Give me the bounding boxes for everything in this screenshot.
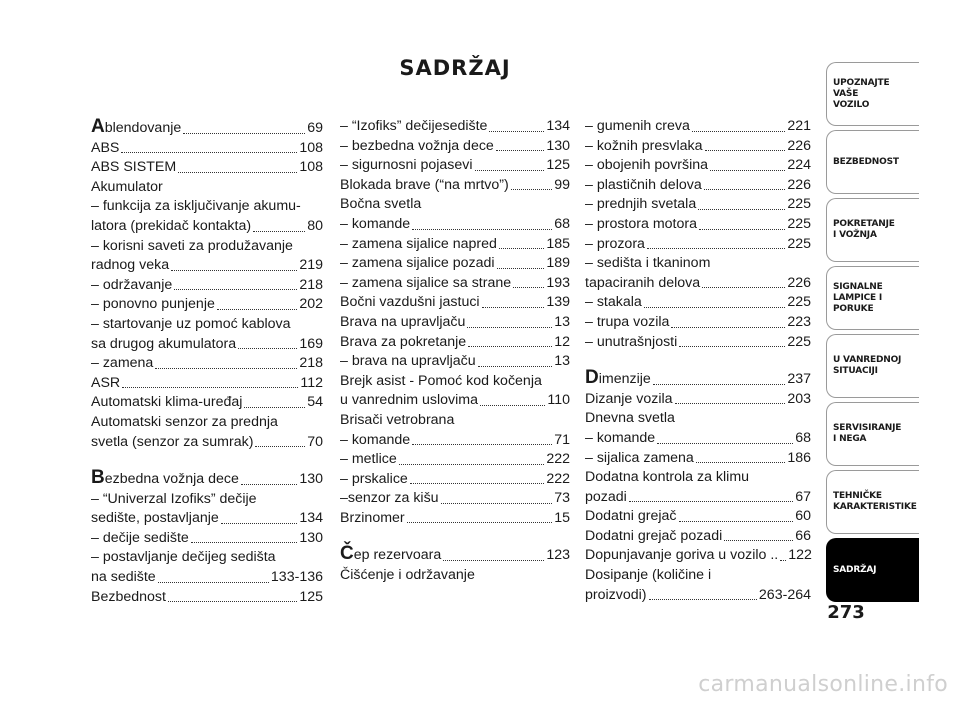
index-entry-text: Bezbedna vožnja dece — [91, 467, 239, 489]
dot-leader — [217, 309, 297, 310]
index-entry-text: Čišćenje i održavanje — [340, 567, 475, 584]
index-entry-line: – funkcija za isključivanje akumu- — [91, 198, 301, 215]
index-entry-page: 224 — [787, 157, 811, 174]
index-entry-page: 13 — [554, 353, 570, 370]
index-entry-text: ABS — [91, 139, 120, 156]
index-entry — [340, 431, 570, 451]
index-entry-text: Bočna svetla — [340, 196, 422, 213]
index-entry-page: 71 — [554, 431, 570, 448]
index-entry-line: – “Univerzal Izofiks” dečije — [91, 490, 257, 507]
index-entry-text: Dimenzije — [585, 367, 651, 389]
dot-leader — [255, 446, 305, 447]
index-entry — [91, 393, 323, 413]
dot-leader — [698, 209, 785, 210]
index-entry — [585, 368, 811, 390]
index-entry — [91, 276, 323, 296]
index-entry-text: – dečije sedište — [91, 529, 189, 546]
dot-leader — [158, 582, 269, 583]
index-entry — [91, 256, 323, 276]
index-entry-page: 225 — [787, 294, 811, 311]
index-entry-page: 218 — [299, 355, 323, 372]
watermark: carmanualsonline.info — [698, 672, 948, 697]
index-entry — [91, 588, 323, 608]
index-entry-text: – ponovno punjenje — [91, 296, 215, 313]
section-tab-label: U VANREDNOJ SITUACIJI — [833, 355, 902, 376]
page-title: SADRŽAJ — [399, 56, 511, 80]
dot-leader — [441, 503, 553, 504]
section-gap — [340, 528, 570, 544]
index-entry — [585, 546, 811, 566]
index-entry — [91, 468, 323, 490]
index-entry — [340, 137, 570, 157]
index-entry-line: – korisni saveti za produžavanje — [91, 237, 293, 254]
index-entry — [585, 235, 811, 255]
index-entry-page: 223 — [787, 313, 811, 330]
index-entry — [91, 295, 323, 315]
dot-leader — [183, 133, 305, 134]
dot-leader — [121, 152, 297, 153]
dot-leader — [412, 444, 552, 445]
index-entry-text: Dizanje vozila — [585, 390, 673, 407]
index-entry — [585, 390, 811, 410]
dot-leader — [513, 287, 544, 288]
section-tab-label: SADRŽAJ — [833, 564, 877, 575]
index-entry-page: 60 — [795, 508, 811, 525]
section-initial: D — [585, 367, 599, 389]
index-entry-page: 226 — [787, 176, 811, 193]
index-entry-text: svetla (senzor za sumrak) — [91, 433, 254, 450]
dot-leader — [191, 542, 298, 543]
index-entry-page: 122 — [788, 547, 812, 564]
index-column-3 — [585, 117, 811, 605]
index-entry-line: – postavljanje dečijeg sedišta — [91, 549, 276, 566]
section-tab[interactable] — [826, 266, 919, 330]
index-entry-text: – gumenih creva — [585, 118, 690, 134]
index-entry — [91, 354, 323, 374]
index-entry-page: 221 — [787, 118, 811, 134]
index-entry — [585, 274, 811, 294]
index-entry-line: Brejk asist - Pomoć kod kočenja — [340, 372, 542, 389]
section-gap — [585, 352, 811, 368]
section-gap — [91, 452, 323, 468]
index-entry-page: 130 — [299, 471, 323, 488]
dot-leader — [679, 521, 794, 522]
index-entry-text: Automatski klima-uređaj — [91, 394, 243, 411]
dot-leader — [710, 170, 785, 171]
index-entry — [585, 293, 811, 313]
index-entry-text: Dodatni grejač — [585, 508, 677, 525]
index-entry-page: 134 — [546, 118, 570, 134]
index-column-1 — [91, 117, 323, 607]
index-entry-page: 237 — [787, 371, 811, 388]
index-entry — [585, 409, 811, 429]
index-entry-text: sa drugog akumulatora — [91, 335, 237, 352]
dot-leader — [238, 348, 297, 349]
index-entry — [585, 488, 811, 508]
index-entry — [585, 333, 811, 353]
index-entry-page: 108 — [299, 139, 323, 156]
dot-leader — [178, 172, 297, 173]
index-entry — [91, 335, 323, 355]
section-initial: B — [91, 467, 105, 489]
index-entry-page: 108 — [299, 159, 323, 176]
section-tab[interactable] — [826, 198, 919, 262]
index-entry-page: 218 — [299, 276, 323, 293]
index-entry — [340, 215, 570, 235]
index-entry-page: 134 — [299, 510, 323, 527]
dot-leader — [412, 229, 552, 230]
section-tab[interactable] — [826, 130, 919, 194]
index-entry-text: Blokada brave (“na mrtvo”) — [340, 176, 509, 193]
dot-leader — [780, 560, 786, 561]
dot-leader — [702, 287, 785, 288]
index-entry — [585, 527, 811, 547]
index-entry-text: Dodatni grejač pozadi — [585, 527, 723, 544]
index-entry-page: 189 — [546, 255, 570, 272]
index-entry — [585, 117, 811, 137]
dot-leader — [696, 462, 786, 463]
index-entry-text: – komande — [340, 431, 411, 448]
dot-leader — [174, 289, 297, 290]
index-entry-page: 139 — [546, 294, 570, 311]
index-entry-text: Brisači vetrobrana — [340, 411, 455, 428]
index-entry — [585, 137, 811, 157]
dot-leader — [704, 189, 786, 190]
dot-leader — [171, 270, 297, 271]
dot-leader — [221, 523, 298, 524]
index-entry-text: – brava na upravljaču — [340, 353, 476, 370]
index-entry-page: 70 — [307, 433, 323, 450]
index-entry — [91, 433, 323, 453]
index-entry — [340, 391, 570, 411]
index-entry-page: 112 — [300, 374, 323, 391]
index-entry — [585, 429, 811, 449]
index-entry — [91, 217, 323, 237]
index-entry-page: 130 — [546, 137, 570, 154]
index-entry-text: – zamena sijalice napred — [340, 235, 497, 252]
index-entry-page: 202 — [299, 296, 323, 313]
index-entry — [340, 509, 570, 529]
index-entry-text: – kožnih presvlaka — [585, 137, 703, 154]
dot-leader — [467, 327, 552, 328]
index-entry-text: – unutrašnjosti — [585, 333, 678, 350]
index-entry — [585, 156, 811, 176]
index-entry-page: 225 — [787, 333, 811, 350]
index-entry-page: 80 — [307, 217, 323, 234]
index-entry — [340, 489, 570, 509]
index-entry — [585, 313, 811, 333]
index-entry — [340, 470, 570, 490]
index-entry — [340, 544, 570, 566]
index-entry — [585, 449, 811, 469]
index-entry-text: – bezbedna vožnja dece — [340, 137, 494, 154]
index-entry-text: latora (prekidač kontakta) — [91, 217, 252, 234]
index-entry-page: 68 — [554, 215, 570, 232]
index-entry-page: 226 — [787, 137, 811, 154]
index-entry — [91, 568, 323, 588]
index-entry-page: 193 — [546, 274, 570, 291]
index-entry-text: – sigurnosni pojasevi — [340, 157, 473, 174]
index-entry — [585, 215, 811, 235]
index-entry-text: radnog veka — [91, 257, 170, 274]
index-entry — [91, 158, 323, 178]
index-entry-page: 225 — [787, 196, 811, 213]
index-entry-page: 225 — [787, 235, 811, 252]
index-entry-line: Dosipanje (količine i — [585, 567, 712, 584]
dot-leader — [705, 150, 786, 151]
index-entry-line: Automatski senzor za prednja — [91, 413, 278, 430]
index-entry-page: 186 — [787, 449, 811, 466]
index-entry — [91, 139, 323, 159]
section-tab-label: TEHNIČKE KARAKTERISTIKE — [833, 491, 917, 512]
index-entry-text: – održavanje — [91, 276, 173, 293]
index-entry — [340, 156, 570, 176]
index-entry-text: na sedište — [91, 569, 156, 586]
index-entry-text: ASR — [91, 374, 121, 391]
index-entry — [585, 507, 811, 527]
section-tab[interactable] — [826, 402, 919, 466]
index-entry-page: 69 — [307, 120, 323, 136]
section-initial: A — [91, 116, 105, 137]
index-entry-page: 66 — [795, 527, 811, 544]
index-entry-text: – komande — [585, 429, 656, 446]
section-tab-label: POKRETANJE I VOŽNJA — [833, 219, 895, 240]
index-entry-text: – metlice — [340, 451, 397, 468]
index-entry-page: 263-264 — [758, 586, 811, 603]
index-entry — [340, 566, 570, 586]
index-entry-page: 68 — [795, 429, 811, 446]
index-entry-text: Dopunjavanje goriva u vozilo .. — [585, 547, 779, 564]
index-entry-text: Čep rezervoara — [340, 543, 442, 565]
section-tab[interactable] — [826, 538, 919, 602]
dot-leader — [241, 484, 297, 485]
index-entry-text: Bočni vazdušni jastuci — [340, 294, 480, 311]
index-entry-text: – sijalica zamena — [585, 449, 694, 466]
index-entry-page: 12 — [554, 333, 570, 350]
dot-leader — [482, 307, 545, 308]
section-tab[interactable] — [826, 62, 919, 126]
index-entry-text: Ablendovanje — [91, 116, 182, 137]
dot-leader — [443, 560, 544, 561]
index-entry-text: Brava za pokretanje — [340, 333, 467, 350]
index-entry-text: Brzinomer — [340, 509, 405, 526]
dot-leader — [657, 443, 793, 444]
index-entry-page: 67 — [795, 488, 811, 505]
dot-leader — [692, 131, 785, 132]
index-entry-text: – zamena sijalice pozadi — [340, 255, 495, 272]
index-entry-text: Brava na upravljaču — [340, 313, 466, 330]
index-entry-text: sedište, postavljanje — [91, 510, 219, 527]
index-entry — [585, 176, 811, 196]
dot-leader — [675, 403, 786, 404]
section-tab-label: BEZBEDNOST — [833, 156, 899, 167]
section-tab-label: UPOZNAJTE VAŠE VOZILO — [833, 77, 890, 110]
index-entry-line: – startovanje uz pomoć kablova — [91, 315, 291, 332]
index-entry — [340, 352, 570, 372]
index-entry-page: 222 — [546, 451, 570, 468]
index-entry — [340, 254, 570, 274]
index-entry — [340, 333, 570, 353]
index-entry-text: – plastičnih delova — [585, 176, 702, 193]
index-entry-text: Akumulator — [91, 178, 163, 195]
dot-leader — [653, 384, 786, 385]
index-entry-page: 73 — [554, 490, 570, 507]
index-entry-text: u vanrednim uslovima — [340, 392, 478, 409]
dot-leader — [511, 189, 552, 190]
index-entry-text: proizvodi) — [585, 586, 647, 603]
index-entry-text: Dnevna svetla — [585, 410, 675, 427]
page-number: 273 — [827, 602, 865, 623]
section-tab[interactable] — [826, 470, 919, 534]
index-entry-page: 130 — [299, 529, 323, 546]
index-entry — [340, 411, 570, 431]
index-entry — [340, 195, 570, 215]
index-entry-text: – trupa vozila — [585, 313, 670, 330]
dot-leader — [478, 366, 553, 367]
dot-leader — [699, 229, 785, 230]
index-entry-text: – zamena sijalice sa strane — [340, 274, 512, 291]
index-entry-text: tapaciranih delova — [585, 274, 701, 291]
index-entry-text: – prozora — [585, 235, 645, 252]
dot-leader — [155, 368, 297, 369]
index-entry-page: 222 — [546, 470, 570, 487]
dot-leader — [644, 307, 786, 308]
index-entry-text: Bezbednost — [91, 588, 166, 605]
index-entry-page: 169 — [299, 335, 323, 352]
dot-leader — [244, 407, 305, 408]
dot-leader — [499, 248, 544, 249]
index-entry-page: 15 — [554, 509, 570, 526]
index-entry-text: ABS SISTEM — [91, 159, 177, 176]
dot-leader — [671, 327, 785, 328]
index-entry — [340, 313, 570, 333]
index-entry-page: 125 — [546, 157, 570, 174]
index-entry — [340, 274, 570, 294]
dot-leader — [679, 346, 785, 347]
dot-leader — [496, 150, 545, 151]
index-entry — [340, 450, 570, 470]
index-entry — [585, 195, 811, 215]
section-initial: Č — [340, 543, 354, 565]
section-tab-label: SIGNALNE LAMPICE I PORUKE — [833, 281, 883, 314]
dot-leader — [497, 268, 545, 269]
dot-leader — [410, 483, 545, 484]
index-entry-text: – prskalice — [340, 470, 408, 487]
index-entry-text: – prostora motora — [585, 215, 697, 232]
section-tab[interactable] — [826, 334, 919, 398]
index-entry-page: 226 — [787, 274, 811, 291]
dot-leader — [480, 405, 545, 406]
dot-leader — [407, 522, 553, 523]
index-entry-page: 219 — [299, 257, 323, 274]
index-entry-text: pozadi — [585, 488, 627, 505]
dot-leader — [629, 501, 793, 502]
dot-leader — [253, 231, 305, 232]
index-entry-page: 99 — [554, 176, 570, 193]
index-entry — [340, 235, 570, 255]
dot-leader — [122, 387, 298, 388]
index-entry — [340, 176, 570, 196]
index-entry-text: –senzor za kišu — [340, 490, 439, 507]
dot-leader — [724, 540, 793, 541]
index-entry-line: Dodatna kontrola za klimu — [585, 469, 750, 486]
index-entry-page: 225 — [787, 215, 811, 232]
index-entry-page: 125 — [299, 588, 323, 605]
index-entry-page: 203 — [787, 390, 811, 407]
index-entry-text: – komande — [340, 215, 411, 232]
dot-leader — [489, 131, 544, 132]
index-entry — [91, 529, 323, 549]
dot-leader — [475, 170, 545, 171]
section-tab-label: SERVISIRANJE I NEGA — [833, 423, 902, 444]
index-entry-page: 123 — [546, 547, 570, 564]
index-entry-page: 13 — [554, 313, 570, 330]
dot-leader — [168, 601, 297, 602]
index-entry-text: – prednjih svetala — [585, 196, 697, 213]
index-entry — [91, 509, 323, 529]
index-entry-text: – zamena — [91, 355, 154, 372]
index-entry — [340, 117, 570, 137]
index-entry-page: 54 — [307, 394, 323, 411]
index-column-2 — [340, 117, 570, 586]
index-entry — [91, 178, 323, 198]
dot-leader — [647, 248, 785, 249]
index-entry — [91, 374, 323, 394]
dot-leader — [649, 599, 757, 600]
index-entry — [340, 293, 570, 313]
index-entry-text: – “Izofiks” dečijesedište — [340, 118, 488, 134]
index-entry — [585, 586, 811, 606]
dot-leader — [468, 346, 552, 347]
index-entry-text: – stakala — [585, 294, 642, 311]
dot-leader — [399, 464, 545, 465]
index-entry-line: – sedišta i tkaninom — [585, 255, 711, 272]
index-entry-page: 185 — [546, 235, 570, 252]
index-entry-page: 110 — [547, 392, 570, 409]
section-tabs — [826, 62, 919, 606]
index-entry-text: – obojenih površina — [585, 157, 709, 174]
index-entry-page: 133-136 — [270, 569, 323, 586]
index-entry — [91, 117, 323, 139]
